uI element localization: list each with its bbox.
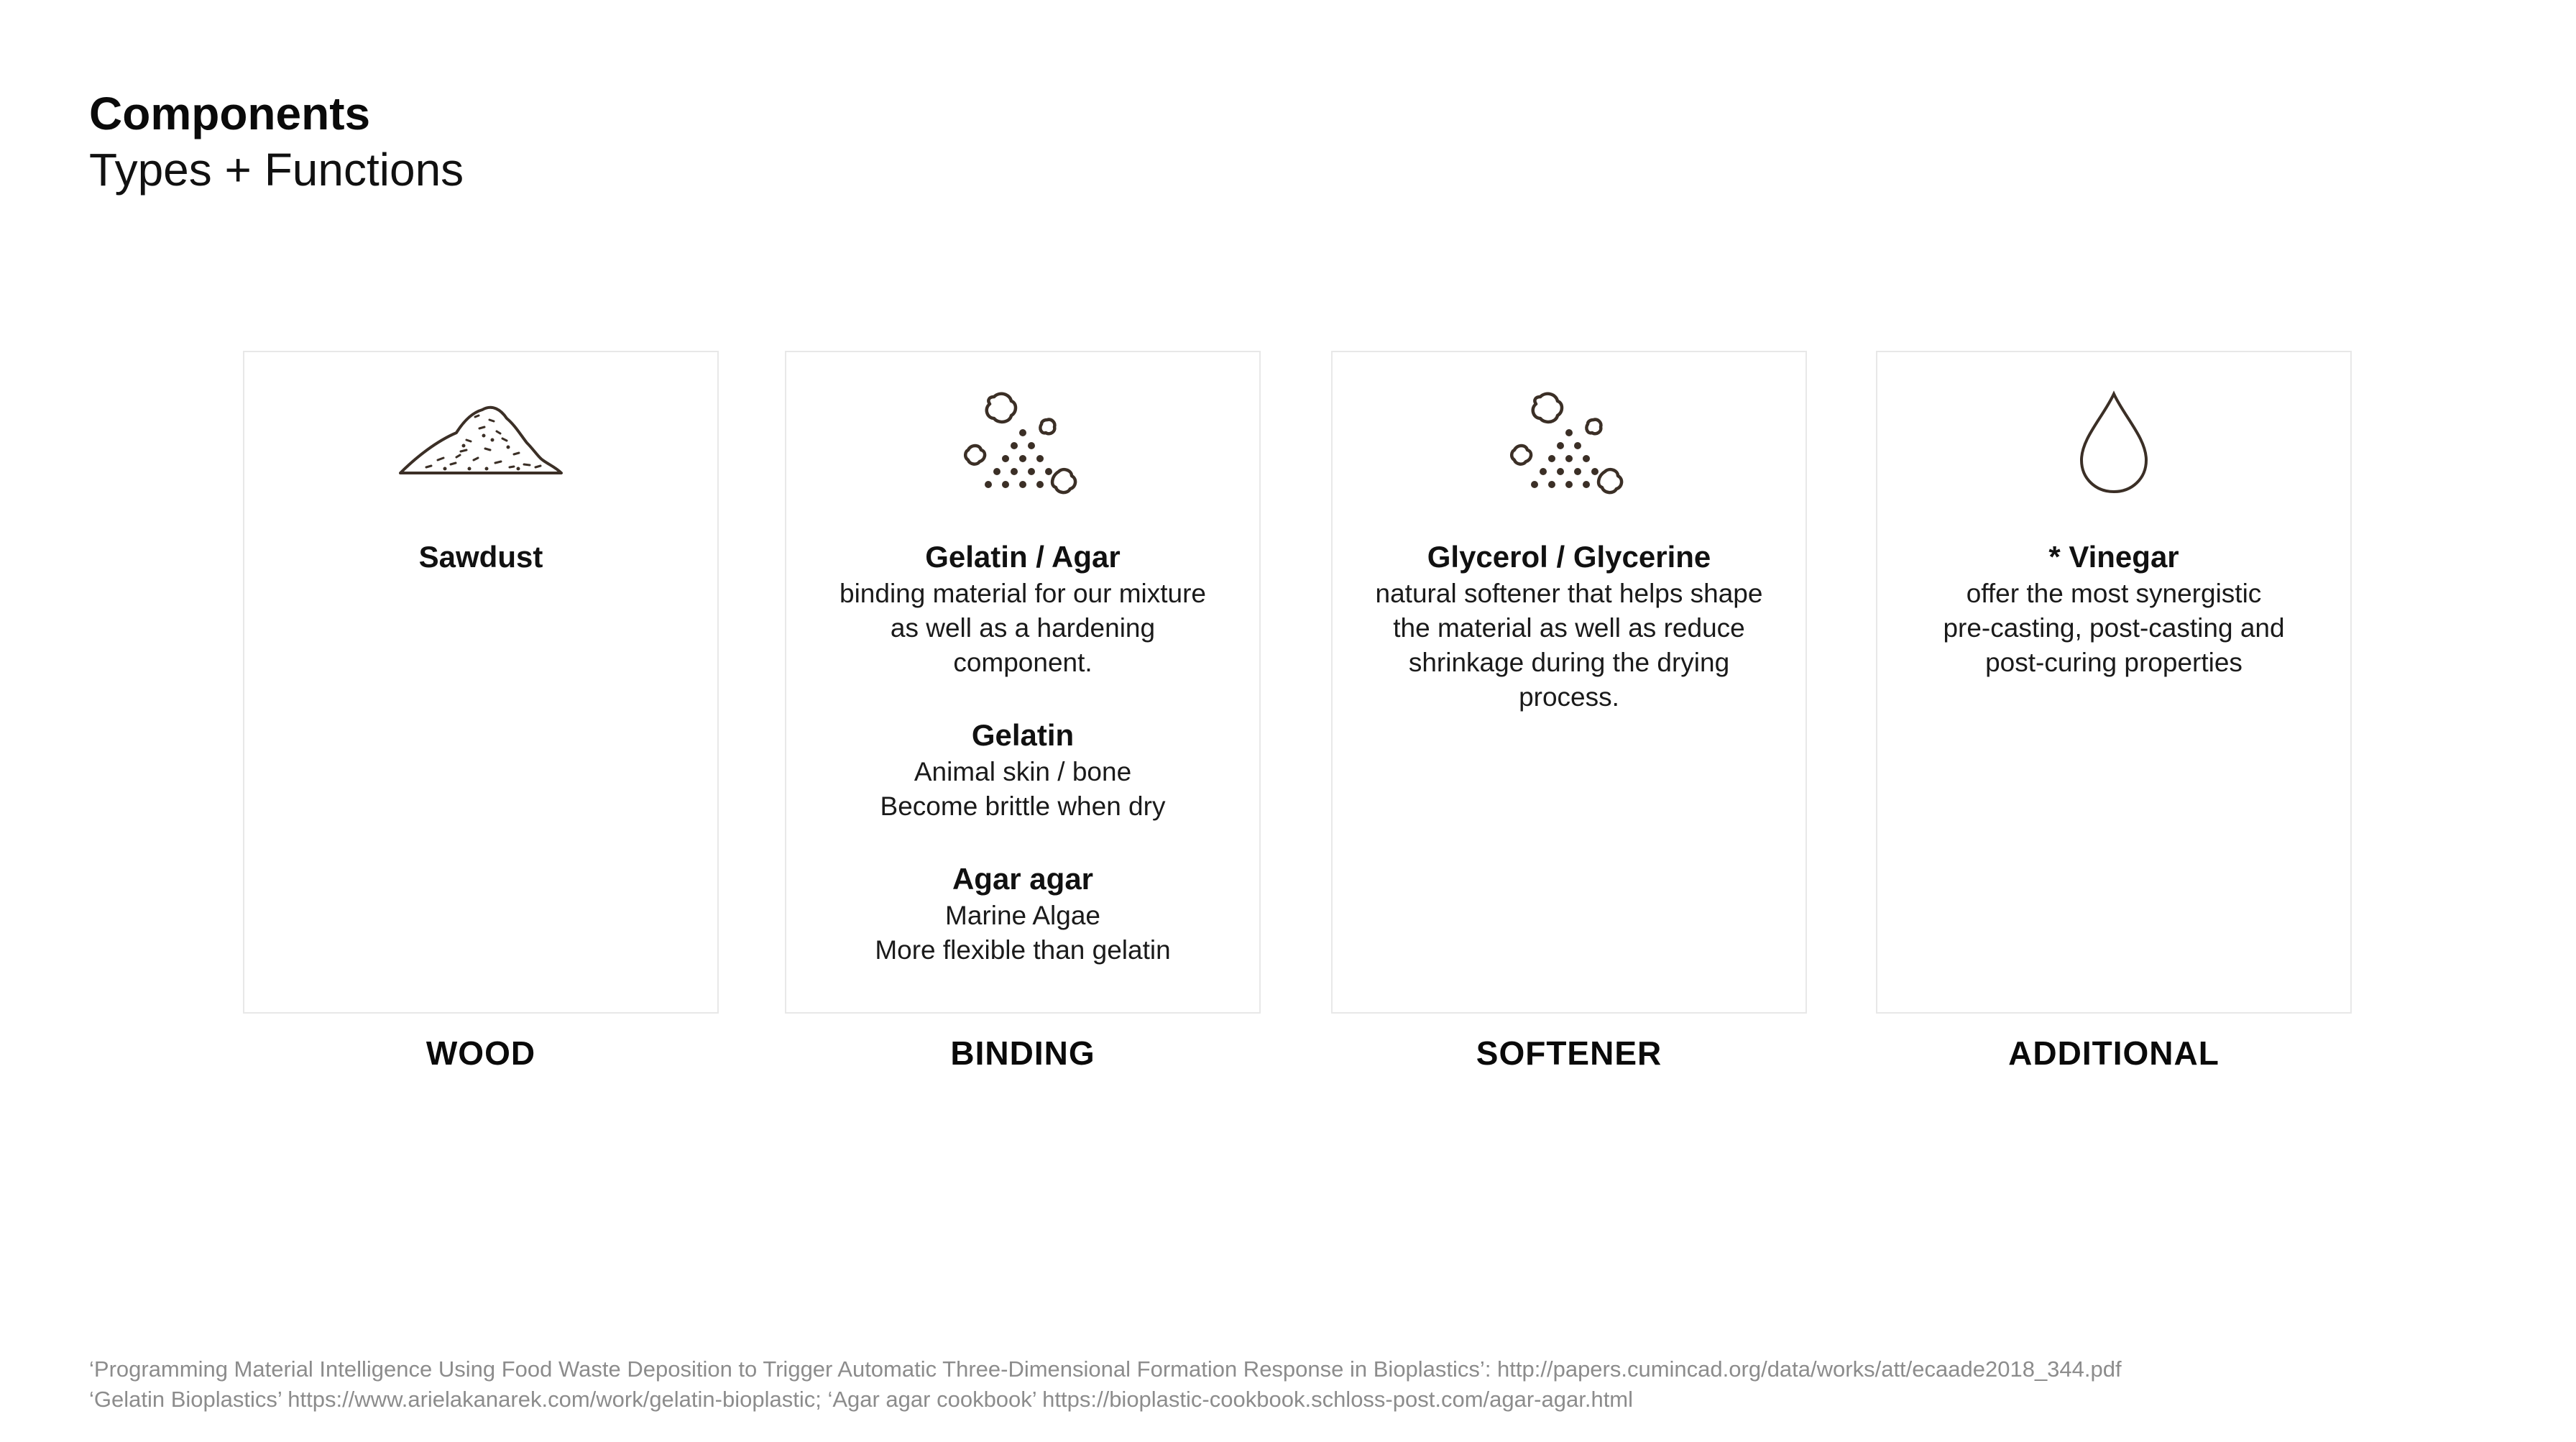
card-description-line: as well as a hardening: [890, 613, 1156, 643]
card-description-line: offer the most synergistic: [1966, 579, 2262, 608]
component-card-additional: [1876, 351, 2352, 1014]
card-content: [1899, 538, 2329, 680]
section-line: More flexible than gelatin: [875, 935, 1171, 965]
card-description-line: process.: [1519, 682, 1619, 712]
card-section-gelatin: [808, 716, 1238, 824]
component-card-softener: [1331, 351, 1807, 1014]
card-description-line: binding material for our mixture: [840, 579, 1206, 608]
card-description-line: shrinkage during the drying: [1408, 648, 1730, 677]
card-description-line: post-curing properties: [1985, 648, 2242, 677]
droplet-icon: [2074, 388, 2153, 500]
reference-line: ‘Gelatin Bioplastics’ https://www.arielakanarek.com/work/gelatin-bioplastic; ‘Agar agar cookbook’ https://bioplastic-cookbook.schloss-post.com/agar-agar.html: [89, 1387, 1634, 1412]
section-line: Animal skin / bone: [914, 757, 1132, 786]
card-description-line: pre-casting, post-casting and: [1943, 613, 2285, 643]
component-column-binding: [785, 351, 1261, 1073]
component-column-wood: [243, 351, 719, 1073]
page-subtitle: Types + Functions: [89, 144, 464, 196]
card-title: * Vinegar: [2048, 540, 2179, 574]
slide-heading: [89, 83, 464, 196]
section-line: Become brittle when dry: [880, 791, 1166, 821]
sawdust-pile-icon: [395, 388, 567, 485]
card-title: Gelatin / Agar: [925, 540, 1121, 574]
component-column-additional: [1876, 351, 2352, 1073]
reference-line: ‘Programming Material Intelligence Using Food Waste Deposition to Trigger Automatic Three-Dimensional Formation Response in Bioplastics’: http://papers.cumincad.org/data/works/att/ecaade2018_344.pdf: [89, 1356, 2122, 1382]
category-label-additional: ADDITIONAL: [2008, 1034, 2220, 1072]
card-content: [1354, 538, 1784, 715]
section-title: Agar agar: [952, 862, 1094, 896]
references: [89, 1354, 2518, 1415]
category-label-softener: SOFTENER: [1476, 1034, 1662, 1072]
category-label-binding: BINDING: [950, 1034, 1095, 1072]
card-title: Glycerol / Glycerine: [1427, 540, 1711, 574]
card-description-line: component.: [953, 648, 1092, 677]
component-card-wood: [243, 351, 719, 1014]
card-description-line: the material as well as reduce: [1393, 613, 1745, 643]
card-section-agar: [808, 860, 1238, 968]
card-content: [266, 538, 696, 577]
page-title: Components: [89, 88, 371, 139]
card-description-line: natural softener that helps shape: [1375, 579, 1763, 608]
section-title: Gelatin: [971, 718, 1075, 752]
card-title: Sawdust: [418, 540, 543, 574]
category-label-wood: WOOD: [426, 1034, 536, 1072]
section-line: Marine Algae: [945, 901, 1100, 930]
particles-icon: [958, 388, 1087, 507]
component-column-softener: [1331, 351, 1807, 1073]
component-card-binding: [785, 351, 1261, 1014]
particles-icon: [1504, 388, 1634, 507]
card-content: [808, 538, 1238, 968]
